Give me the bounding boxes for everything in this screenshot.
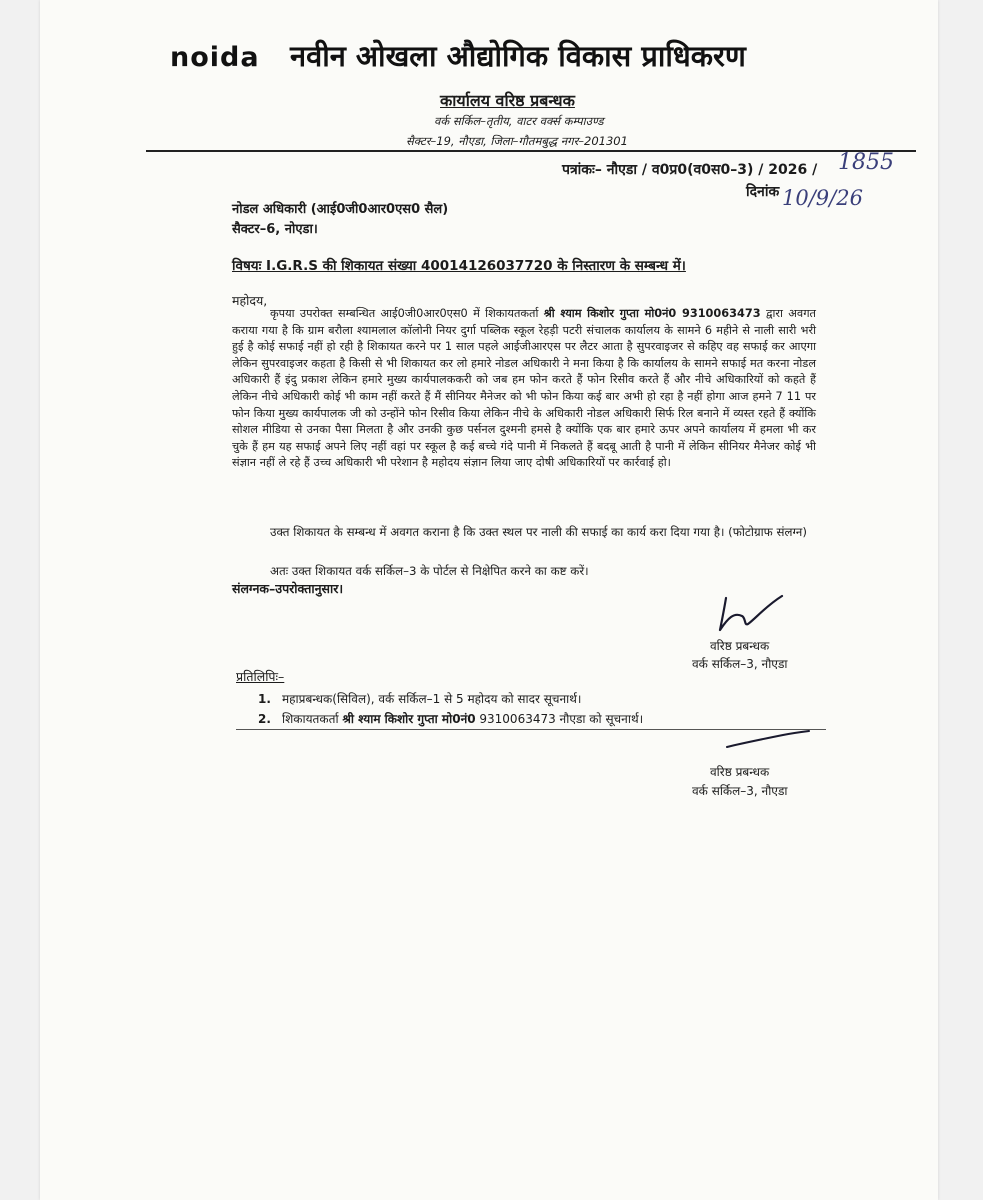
complaint-paragraph <box>232 306 816 472</box>
signature-2 <box>723 727 813 755</box>
address-line-1: वर्क सर्किल–तृतीय, वाटर वर्क्स कम्पाउण्ड <box>434 114 604 128</box>
header-divider <box>146 150 916 152</box>
reference-number: 1855 <box>838 150 894 175</box>
subject-line: विषयः I.G.R.S की शिकायत संख्या 40014126037720 के निस्तारण के सम्बन्ध में। <box>232 258 686 274</box>
date-value: 10/9/26 <box>782 186 863 210</box>
signature-2-circle: वर्क सर्किल–3, नौएडा <box>692 784 788 798</box>
salutation: महोदय, <box>232 293 268 308</box>
signature-1 <box>712 592 792 636</box>
copy-item <box>258 710 643 727</box>
copy-item-text-post: 9310063473 नौएडा को सूचनार्थ। <box>475 712 644 726</box>
organization-name: नवीन ओखला औद्योगिक विकास प्राधिकरण <box>290 39 746 73</box>
signature-1-circle: वर्क सर्किल–3, नौएडा <box>692 657 788 671</box>
request-paragraph: अतः उक्त शिकायत वर्क सर्किल–3 के पोर्टल से निक्षेपित करने का कष्ट करें। <box>270 564 589 578</box>
para1-rest: द्वारा अवगत कराया गया है कि ग्राम बरौला श्यामलाल कॉलोनी नियर दुर्गा पब्लिक स्कूल रेहड़ी पटरी संचालक कार्यालय के सामने 6 महीने से नाली सारी भरी हुई है कोई सफाई नहीं हो रही है शिकायत करने पर 1 साल पहले आईजीआरएस पर लैटर आता है सुपरवाइजर से कहिए वह सफाई कर आएगा लेकिन सुपरवाइजर कहता है किसी से भी शिकायत कर लो हमारे नोडल अधिकारी ने मना किया है कि कार्यालय के सामने सफाई मत करना नोडल अधिकारी हैं इंदु प्रकाश लेकिन हमारे मुख्य कार्यपालककरी को जब हम फोन करते हैं फोन रिसीव करते हैं और नीचे अधिकारियों को कहते हैं लेकिन नीचे अधिकारी कोई भी काम नहीं करते हैं मैं सीनियर मैनेजर को भी फोन किया कई बार अभी हो रहा है नहीं होगा आज हमने 7 11 पर फोन किया मुख्य कार्यपालक जी को उन्होंने फोन रिसीव किया लेकिन नीचे के अधिकारी नोडल अधिकारी सिर्फ रिल बनाने में व्यस्त रहते हैं क्योंकि सोशल मीडिया से उनका पैसा मिलता है और उनकी कुछ पर्सनल दुश्मनी हमसे है क्योंकि एक बार हमारे ऊपर अपने कार्यालय में हमला भी कर चुके हैं हम यह सफाई अपने लिए नहीं वहां पर स्कूल है कई बच्चे गंदे पानी में निकलते हैं बदबू आती है पानी में लेकिन सीनियर मैनेजर कोई भी संज्ञान नहीं ले रहे हैं उच्च अधिकारी भी परेशान है महोदय संज्ञान लिया जाए दोषी अधिकारियों पर कार्रवाई हो। <box>232 307 816 470</box>
office-title: कार्यालय वरिष्ठ प्रबन्धक <box>440 91 575 110</box>
copy-item <box>258 690 581 707</box>
address-line-2: सैक्टर–19, नौएडा, जिला–गौतमबुद्ध नगर–201301 <box>406 134 628 148</box>
resolution-paragraph: उक्त शिकायत के सम्बन्ध में अवगत कराना है कि उक्त स्थल पर नाली की सफाई का कार्य करा दिया गया है। (फोटोग्राफ संलग्न) <box>270 525 807 539</box>
copy-item-text: महाप्रबन्धक(सिविल), वर्क सर्किल–1 से 5 महोदय को सादर सूचनार्थ। <box>282 692 582 706</box>
reference-label: पत्रांकः– नौएडा / व0प्र0(व0स0–3) / 2026 / <box>562 162 818 178</box>
copy-item-number: 1. <box>258 692 271 706</box>
letter-page <box>40 0 938 1200</box>
para1-start: कृपया उपरोक्त सम्बन्धित आई0जी0आर0एस0 में शिकायतकर्ता <box>270 307 544 320</box>
copy-item-complainant: श्री श्याम किशोर गुप्ता मो0नं0 <box>342 712 476 726</box>
recipient-line-2: सैक्टर–6, नोएडा। <box>232 222 318 237</box>
date-label: दिनांक <box>746 184 780 200</box>
noida-logo: noida <box>170 42 260 73</box>
complainant-name: श्री श्याम किशोर गुप्ता मो0नं0 9310063473 <box>543 307 761 320</box>
copy-to-title: प्रतिलिपिः– <box>236 669 285 684</box>
attachment-note: संलग्नक–उपरोक्तानुसार। <box>232 581 344 596</box>
copy-item-text-pre: शिकायतकर्ता <box>282 712 343 726</box>
recipient-line-1: नोडल अधिकारी (आई0जी0आर0एस0 सैल) <box>232 202 449 217</box>
signature-1-designation: वरिष्ठ प्रबन्धक <box>710 639 770 653</box>
copy-item-number: 2. <box>258 712 271 726</box>
signature-2-designation: वरिष्ठ प्रबन्धक <box>710 765 770 779</box>
